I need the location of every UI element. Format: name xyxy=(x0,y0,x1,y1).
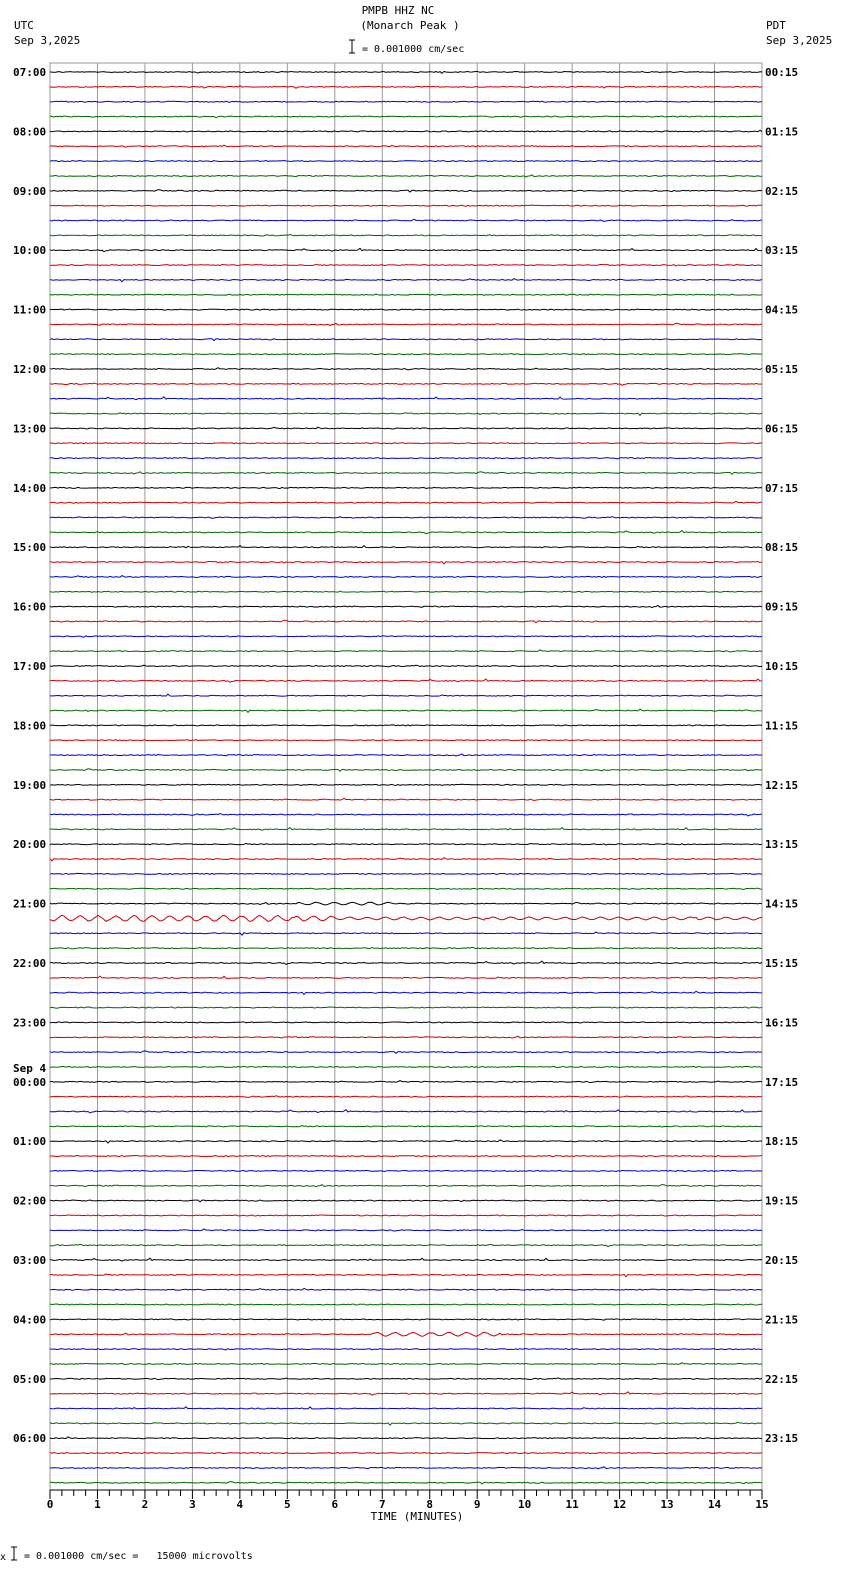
trace-line xyxy=(50,591,762,592)
trace-line xyxy=(50,517,762,519)
trace-line xyxy=(50,902,762,905)
trace-line xyxy=(50,1215,762,1216)
pdt-hour-labels xyxy=(765,66,798,1445)
trace-line xyxy=(50,798,762,800)
utc-hour-label: 01:00 xyxy=(13,1135,47,1149)
pdt-hour-label: 04:15 xyxy=(765,303,799,317)
trace-line xyxy=(50,309,762,310)
trace-line xyxy=(50,501,762,503)
pdt-hour-label: 11:15 xyxy=(765,719,799,733)
trace-line xyxy=(50,487,762,488)
utc-hour-label: 10:00 xyxy=(13,244,47,258)
pdt-hour-label: 06:15 xyxy=(765,422,799,436)
trace-line xyxy=(50,1170,762,1171)
utc-hour-label: 06:00 xyxy=(13,1432,47,1446)
trace-line xyxy=(50,1229,762,1231)
utc-hour-label: 17:00 xyxy=(13,660,47,673)
trace-line xyxy=(50,530,762,533)
pdt-hour-label: 19:15 xyxy=(765,1194,799,1208)
trace-line xyxy=(50,1378,762,1380)
trace-line xyxy=(50,145,762,147)
utc-hour-label: 23:00 xyxy=(13,1016,47,1030)
trace-line xyxy=(50,71,762,73)
x-tick-label: 7 xyxy=(378,1498,386,1511)
utc-hour-label: 14:00 xyxy=(13,481,47,495)
trace-line xyxy=(50,458,762,459)
trace-line xyxy=(50,1140,762,1143)
station-title: PMPB HHZ NC xyxy=(361,4,435,17)
trace-line xyxy=(50,932,762,935)
trace-line xyxy=(50,888,762,889)
trace-line xyxy=(50,383,762,385)
utc-hour-label: 09:00 xyxy=(13,184,47,198)
trace-line xyxy=(50,427,762,429)
minute-gridlines xyxy=(50,63,762,1490)
x-axis xyxy=(47,1490,769,1511)
trace-line xyxy=(50,976,762,978)
pdt-hour-label: 13:15 xyxy=(765,838,799,852)
right-timezone: PDT xyxy=(766,19,786,32)
x-tick-label: 3 xyxy=(189,1498,196,1511)
utc-hour-label: 18:00 xyxy=(13,719,47,733)
trace-line xyxy=(50,86,762,89)
utc-hour-label: 04:00 xyxy=(13,1313,47,1327)
trace-line xyxy=(50,116,762,118)
pdt-hour-label: 16:15 xyxy=(765,1016,799,1030)
trace-line xyxy=(50,843,762,845)
x-tick-label: 12 xyxy=(612,1498,627,1511)
trace-line xyxy=(50,1453,762,1454)
trace-line xyxy=(50,339,762,341)
trace-line xyxy=(50,1066,762,1067)
trace-line xyxy=(50,665,762,667)
trace-line xyxy=(50,947,762,949)
left-timezone: UTC xyxy=(14,19,34,32)
trace-line xyxy=(50,576,762,578)
footer-mark: x xyxy=(0,1552,7,1563)
trace-line xyxy=(50,279,762,282)
utc-hour-label: 05:00 xyxy=(13,1372,47,1386)
trace-line xyxy=(50,827,762,830)
utc-hour-label: 08:00 xyxy=(13,125,47,139)
trace-line xyxy=(50,1482,762,1484)
x-axis-title: TIME (MINUTES) xyxy=(370,1510,464,1523)
trace-line xyxy=(50,294,762,295)
trace-line xyxy=(50,991,762,994)
utc-hour-label: 00:00 xyxy=(13,1075,47,1089)
trace-line xyxy=(50,679,762,682)
trace-line xyxy=(50,769,762,771)
x-tick-label: 1 xyxy=(94,1498,101,1511)
trace-line xyxy=(50,248,762,251)
utc-hour-label: 20:00 xyxy=(13,838,47,852)
utc-hour-labels xyxy=(13,66,46,1445)
trace-line xyxy=(50,1081,762,1083)
trace-line xyxy=(50,650,762,652)
trace-line xyxy=(50,130,762,132)
utc-hour-label: 16:00 xyxy=(13,600,47,614)
pdt-hour-label: 22:15 xyxy=(765,1372,799,1386)
utc-hour-label: 03:00 xyxy=(13,1254,47,1267)
trace-line xyxy=(50,1007,762,1008)
trace-line xyxy=(50,205,762,206)
x-tick-label: 0 xyxy=(46,1498,54,1511)
left-date: Sep 3,2025 xyxy=(14,34,81,47)
utc-hour-label: 15:00 xyxy=(13,541,47,555)
pdt-hour-label: 12:15 xyxy=(765,778,799,792)
trace-line xyxy=(50,472,762,474)
date-change-label: Sep 4 xyxy=(13,1061,47,1075)
trace-line xyxy=(50,1110,762,1113)
pdt-hour-label: 09:15 xyxy=(765,600,799,614)
footer-scale-note: = 0.001000 cm/sec = 15000 microvolts xyxy=(24,1551,253,1562)
seismic-traces xyxy=(50,71,762,1484)
x-tick-label: 8 xyxy=(426,1498,434,1511)
pdt-hour-label: 01:15 xyxy=(765,125,799,139)
trace-line xyxy=(50,1437,762,1439)
trace-line xyxy=(50,858,762,861)
x-tick-label: 4 xyxy=(236,1498,244,1511)
trace-line xyxy=(50,915,762,921)
trace-line xyxy=(50,1096,762,1098)
trace-line xyxy=(50,1244,762,1246)
trace-line xyxy=(50,235,762,237)
trace-line xyxy=(50,413,762,416)
x-tick-label: 11 xyxy=(565,1498,579,1511)
x-tick-label: 9 xyxy=(473,1498,481,1511)
trace-line xyxy=(50,709,762,712)
trace-line xyxy=(50,961,762,964)
utc-hour-label: 19:00 xyxy=(13,778,47,792)
pdt-hour-label: 00:15 xyxy=(765,66,799,79)
utc-hour-label: 12:00 xyxy=(13,363,47,376)
pdt-hour-label: 07:15 xyxy=(765,481,799,495)
footer-scale-bar-icon xyxy=(11,1547,17,1560)
x-tick-label: 10 xyxy=(518,1498,532,1511)
trace-line xyxy=(50,1422,762,1425)
trace-line xyxy=(50,1185,762,1187)
trace-line xyxy=(50,1258,762,1261)
trace-line xyxy=(50,1022,762,1023)
trace-line xyxy=(50,1304,762,1305)
trace-line xyxy=(50,636,762,637)
trace-line xyxy=(50,620,762,622)
utc-hour-label: 07:00 xyxy=(13,66,47,79)
trace-line xyxy=(50,1036,762,1038)
trace-line xyxy=(50,1288,762,1290)
trace-line xyxy=(50,1274,762,1277)
trace-line xyxy=(50,561,762,563)
trace-line xyxy=(50,175,762,177)
trace-line xyxy=(50,725,762,726)
trace-line xyxy=(50,1200,762,1202)
pdt-hour-label: 15:15 xyxy=(765,957,799,970)
trace-line xyxy=(50,1332,762,1336)
trace-line xyxy=(50,368,762,370)
x-tick-label: 13 xyxy=(660,1498,674,1511)
x-tick-label: 2 xyxy=(141,1498,149,1511)
x-tick-label: 14 xyxy=(707,1498,722,1511)
pdt-hour-label: 21:15 xyxy=(765,1313,799,1327)
right-date: Sep 3,2025 xyxy=(766,34,833,47)
pdt-hour-label: 08:15 xyxy=(765,541,799,555)
trace-line xyxy=(50,1467,762,1469)
trace-line xyxy=(50,740,762,741)
trace-line xyxy=(50,1349,762,1350)
x-tick-label: 6 xyxy=(331,1498,339,1511)
trace-line xyxy=(50,219,762,221)
x-tick-label: 15 xyxy=(755,1498,769,1511)
pdt-hour-label: 03:15 xyxy=(765,244,799,258)
trace-line xyxy=(50,873,762,874)
utc-hour-label: 22:00 xyxy=(13,957,47,970)
utc-hour-label: 13:00 xyxy=(13,422,47,436)
trace-line xyxy=(50,1407,762,1409)
trace-line xyxy=(50,323,762,325)
trace-line xyxy=(50,264,762,266)
trace-line xyxy=(50,397,762,400)
scale-text: = 0.001000 cm/sec xyxy=(362,44,465,55)
trace-line xyxy=(50,354,762,355)
plot-frame xyxy=(50,63,762,1490)
x-tick-label: 5 xyxy=(284,1498,291,1511)
trace-line xyxy=(50,443,762,444)
pdt-hour-label: 02:15 xyxy=(765,184,799,198)
trace-line xyxy=(50,814,762,816)
utc-hour-label: 11:00 xyxy=(13,303,47,317)
utc-hour-label: 21:00 xyxy=(13,897,47,911)
trace-line xyxy=(50,784,762,785)
pdt-hour-label: 18:15 xyxy=(765,1135,799,1149)
pdt-hour-label: 05:15 xyxy=(765,363,799,376)
trace-line xyxy=(50,694,762,696)
trace-line xyxy=(50,1392,762,1395)
pdt-hour-label: 23:15 xyxy=(765,1432,799,1446)
pdt-hour-label: 20:15 xyxy=(765,1254,799,1267)
trace-line xyxy=(50,101,762,102)
pdt-hour-label: 14:15 xyxy=(765,897,799,911)
trace-line xyxy=(50,1363,762,1365)
pdt-hour-label: 17:15 xyxy=(765,1075,799,1089)
station-location: (Monarch Peak ) xyxy=(360,19,460,32)
trace-line xyxy=(50,161,762,162)
utc-hour-label: 02:00 xyxy=(13,1194,47,1208)
trace-line xyxy=(50,546,762,548)
trace-line xyxy=(50,1155,762,1156)
trace-line xyxy=(50,190,762,192)
trace-line xyxy=(50,754,762,756)
pdt-hour-label: 10:15 xyxy=(765,660,799,673)
scale-bar-icon xyxy=(349,40,355,53)
trace-line xyxy=(50,1051,762,1053)
trace-line xyxy=(50,1126,762,1128)
trace-line xyxy=(50,1319,762,1320)
trace-line xyxy=(50,605,762,607)
